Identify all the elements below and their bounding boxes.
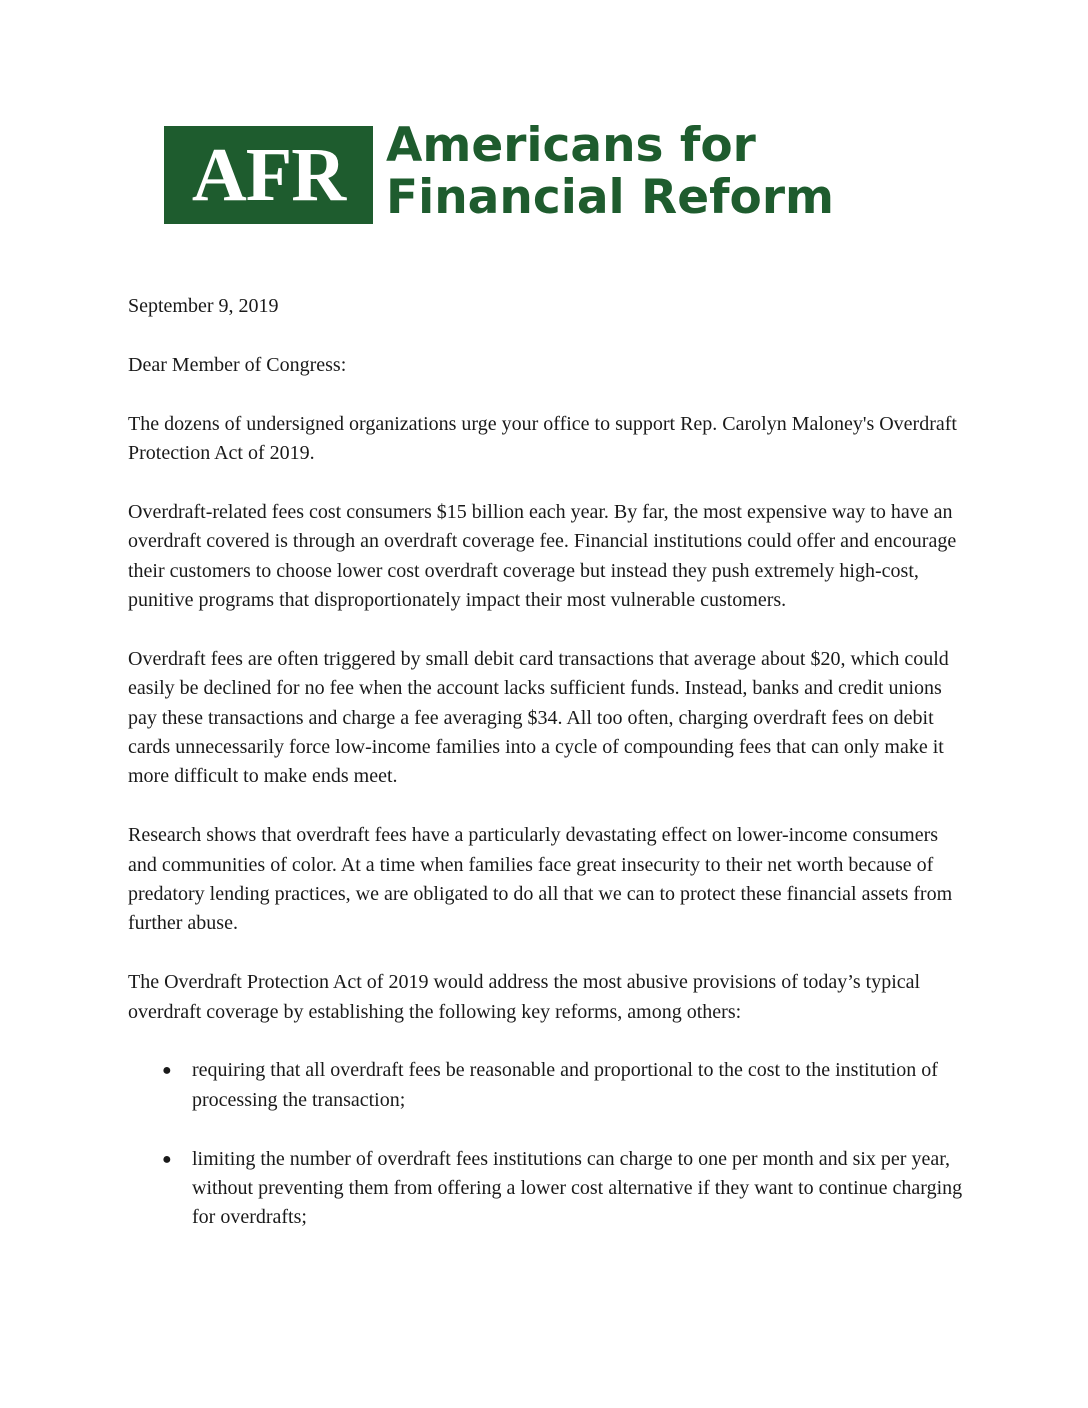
letter-salutation: Dear Member of Congress:	[128, 353, 347, 376]
reform-text: requiring that all overdraft fees be reasonable and proportional to the cost to the institution of processing the transaction;	[192, 1059, 938, 1111]
afr-logo-mark: AFR	[164, 126, 373, 224]
paragraph-2: Overdraft-related fees cost consumers $15 billion each year. By far, the most expensive way to have an overdraft covered is through an overdraft coverage fee. Financial institutions could offer and encourage their customers to choose lower cost overdraft coverage but instead they push extremely high-cost, punitive programs that disproportionately impact their most vulnerable customers.	[128, 500, 957, 612]
paragraph-5: The Overdraft Protection Act of 2019 would address the most abusive provisions of today’s typical overdraft coverage by establishing the following key reforms, among others:	[128, 971, 921, 1023]
bullet-icon: ●	[162, 1150, 172, 1168]
logo-name-line-1: Americans for	[386, 118, 756, 173]
paragraph-4: Research shows that overdraft fees have a particularly devastating effect on lower-income consumers and communities of color. At a time when families face great insecurity to their net worth because of predatory lending practices, we are obligated to do all that we can to protect these financial assets from further abuse.	[128, 824, 953, 935]
reform-text: limiting the number of overdraft fees institutions can charge to one per month and six per year, without preventing them from offering a lower cost alternative if they want to continue charging for overdrafts;	[192, 1147, 963, 1229]
reforms-list	[128, 1056, 968, 1232]
afr-logo-wordmark	[386, 120, 834, 224]
afr-logo	[164, 118, 844, 226]
list-item	[128, 1056, 968, 1115]
letter-date: September 9, 2019	[128, 295, 279, 317]
paragraph-3: Overdraft fees are often triggered by small debit card transactions that average about $20, which could easily be declined for no fee when the account lacks sufficient funds. Instead, banks and credit unions pay these transactions and charge a fee averaging $34. All too often, charging overdraft fees on debit cards unnecessarily force low-income families into a cycle of compounding fees that can only make it more difficult to make ends meet.	[128, 647, 949, 788]
list-item	[128, 1145, 968, 1233]
paragraph-1: The dozens of undersigned organizations urge your office to support Rep. Carolyn Maloney's Overdraft Protection Act of 2019.	[128, 412, 957, 464]
logo-name-line-2: Financial Reform	[386, 170, 834, 225]
bullet-icon: ●	[162, 1062, 172, 1080]
letter-body	[128, 292, 968, 1262]
